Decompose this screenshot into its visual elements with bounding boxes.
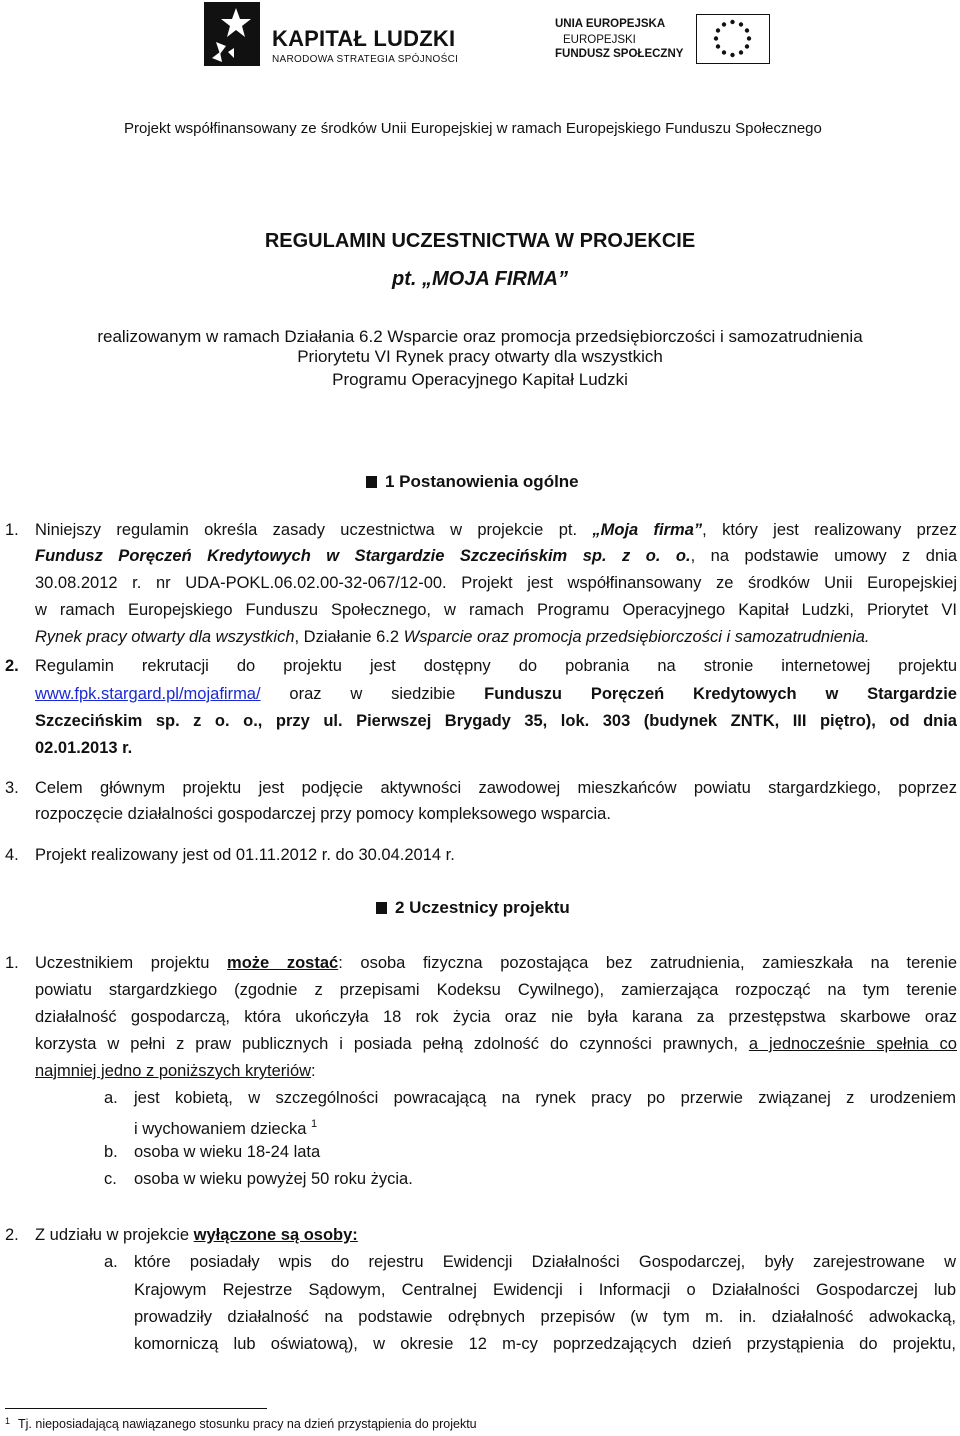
s1-item-1-line5: Rynek pracy otwarty dla wszystkich, Działanie 6.2 Wsparcie oraz promocja przedsiębiorczości i samozatrudnienia. [35, 628, 870, 646]
title-description-line3: Programu Operacyjnego Kapitał Ludzki [332, 370, 628, 389]
s1-item-1-line3: 30.08.2012 r. nr UDA-POKL.06.02.00-32-067/12-00. Projekt jest współfinansowany ze środków Unii Europejskiej [35, 574, 957, 592]
s1-item-3-line2: rozpoczęcie działalności gospodarczej przy pomocy kompleksowego wsparcia. [35, 805, 611, 823]
s2-item-1-line5: najmniej jedno z poniższych kryteriów: [35, 1062, 316, 1080]
criterion-a-line1: jest kobietą, w szczególności powracającą na rynek pracy po przerwie związanej z urodzeniem [134, 1089, 956, 1107]
s1-item-2-line4: 02.01.2013 r. [35, 739, 133, 757]
footnote-ref[interactable]: 1 [311, 1118, 318, 1130]
s1-item-3-number: 3. [5, 779, 19, 797]
s1-item-3-line1: Celem głównym projektu jest podjęcie aktywności zawodowej mieszkańców powiatu stargardzkiego, poprzez [35, 779, 957, 797]
s1-item-2-line2: www.fpk.stargard.pl/mojafirma/ oraz w siedzibie Funduszu Poręczeń Kredytowych w Stargardzie [35, 685, 957, 703]
section-1-heading: 1 Postanowienia ogólne [366, 472, 579, 492]
s2-item-2-line1: Z udziału w projekcie wyłączone są osoby: [35, 1226, 358, 1244]
s2-item-1-line4: korzysta w pełni z praw publicznych i posiada pełną zdolność do czynności prawnych, a jednocześnie spełnia co [35, 1035, 957, 1053]
eu-logo-line3: FUNDUSZ SPOŁECZNY [555, 48, 684, 60]
exclusion-a-line2: Krajowym Rejestrze Sądowym, Centralnej Ewidencji i Informacji o Działalności Gospodarczej lub [134, 1281, 956, 1299]
s1-item-2-line1: Regulamin rekrutacji do projektu jest dostępny do pobrania na stronie internetowej projektu [35, 657, 957, 675]
footnote-separator [5, 1408, 267, 1409]
footnote: $^1$ Tj. nieposiadającą nawiązanego stosunku pracy na dzień przystąpienia do projektu [5, 1416, 477, 1431]
logo-left-title: KAPITAŁ LUDZKI [272, 26, 456, 51]
eu-logo-line1: UNIA EUROPEJSKA [555, 18, 666, 30]
project-cofinancing-line: Projekt współfinansowany ze środków Unii Europejskiej w ramach Europejskiego Funduszu Społecznego [124, 120, 822, 137]
criterion-a-letter: a. [104, 1089, 118, 1107]
exclusion-a-line3: prowadziły działalność na podstawie odrębnych przepisów (w tym m. in. działalność adwokacką, [134, 1308, 956, 1326]
exclusion-a-line4: komorniczą lub oświatową), w okresie 12 m-cy poprzedzających dzień przystąpienia do projektu, [134, 1335, 956, 1353]
s2-item-1-number: 1. [5, 954, 19, 972]
exclusion-a-line1: które posiadały wpis do rejestru Ewidencji Działalności Gospodarczej, były zarejestrowane w [134, 1253, 956, 1271]
s1-item-2-number: 2. [5, 657, 19, 675]
eu-flag-icon [696, 14, 770, 64]
kapital-ludzki-emblem-icon [204, 2, 260, 66]
eu-logo [555, 14, 785, 66]
s2-item-1-line2: powiatu stargardzkiego (zgodnie z przepisami Kodeksu Cywilnego), zamierzająca rozpocząć na tym terenie [35, 981, 957, 999]
s1-item-1-line1: Niniejszy regulamin określa zasady uczestnictwa w projekcie pt. „Moja firma”, który jest realizowany przez [35, 521, 957, 539]
project-website-link[interactable]: www.fpk.stargard.pl/mojafirma/ [35, 685, 261, 703]
s2-item-1-line1: Uczestnikiem projektu może zostać: osoba fizyczna pozostająca bez zatrudnienia, zamieszkała na terenie [35, 954, 957, 972]
logo-left-subtitle: NARODOWA STRATEGIA SPÓJNOŚCI [272, 54, 459, 65]
s1-item-2-line3: Szczecińskim sp. z o. o., przy ul. Pierwszej Brygady 35, lok. 303 (budynek ZNTK, III piętro), od dnia [35, 712, 957, 730]
s1-item-1-line4: w ramach Europejskiego Funduszu Społecznego, w ramach Programu Operacyjnego Kapitał Ludzki, Priorytet VI [35, 601, 957, 619]
title-description-line1: realizowanym w ramach Działania 6.2 Wsparcie oraz promocja przedsiębiorczości i samozatrudnienia [97, 327, 863, 346]
title-description-line2: Priorytetu VI Rynek pracy otwarty dla wszystkich [297, 347, 663, 366]
s1-item-1-line2: Fundusz Poręczeń Kredytowych w Stargardzie Szczecińskim sp. z o. o., na podstawie umowy z dnia [35, 547, 957, 565]
exclusion-a-letter: a. [104, 1253, 118, 1271]
s1-item-4-line1: Projekt realizowany jest od 01.11.2012 r. do 30.04.2014 r. [35, 846, 455, 864]
eu-logo-line2: EUROPEJSKI [563, 34, 636, 46]
s1-item-4-number: 4. [5, 846, 19, 864]
document-title: REGULAMIN UCZESTNICTWA W PROJEKCIE [264, 230, 696, 252]
s2-item-2-number: 2. [5, 1226, 19, 1244]
criterion-b-letter: b. [104, 1143, 118, 1161]
section-2-heading: 2 Uczestnicy projektu [376, 898, 570, 918]
criterion-b-line1: osoba w wieku 18-24 lata [134, 1143, 321, 1161]
s1-item-1-number: 1. [5, 521, 19, 539]
section-marker-icon [366, 476, 377, 488]
document-subtitle: pt. „MOJA FIRMA” [392, 268, 568, 290]
s2-item-1-line3: działalność gospodarczą, która ukończyła 18 rok życia oraz nie była karana za przestępstwa skarbowe oraz [35, 1008, 957, 1026]
kapital-ludzki-logo [204, 2, 464, 66]
section-marker-icon [376, 902, 387, 914]
criterion-a-line2: i wychowaniem dziecka $^1$ [134, 1118, 318, 1138]
criterion-c-letter: c. [104, 1170, 117, 1188]
criterion-c-line1: osoba w wieku powyżej 50 roku życia. [134, 1170, 413, 1188]
